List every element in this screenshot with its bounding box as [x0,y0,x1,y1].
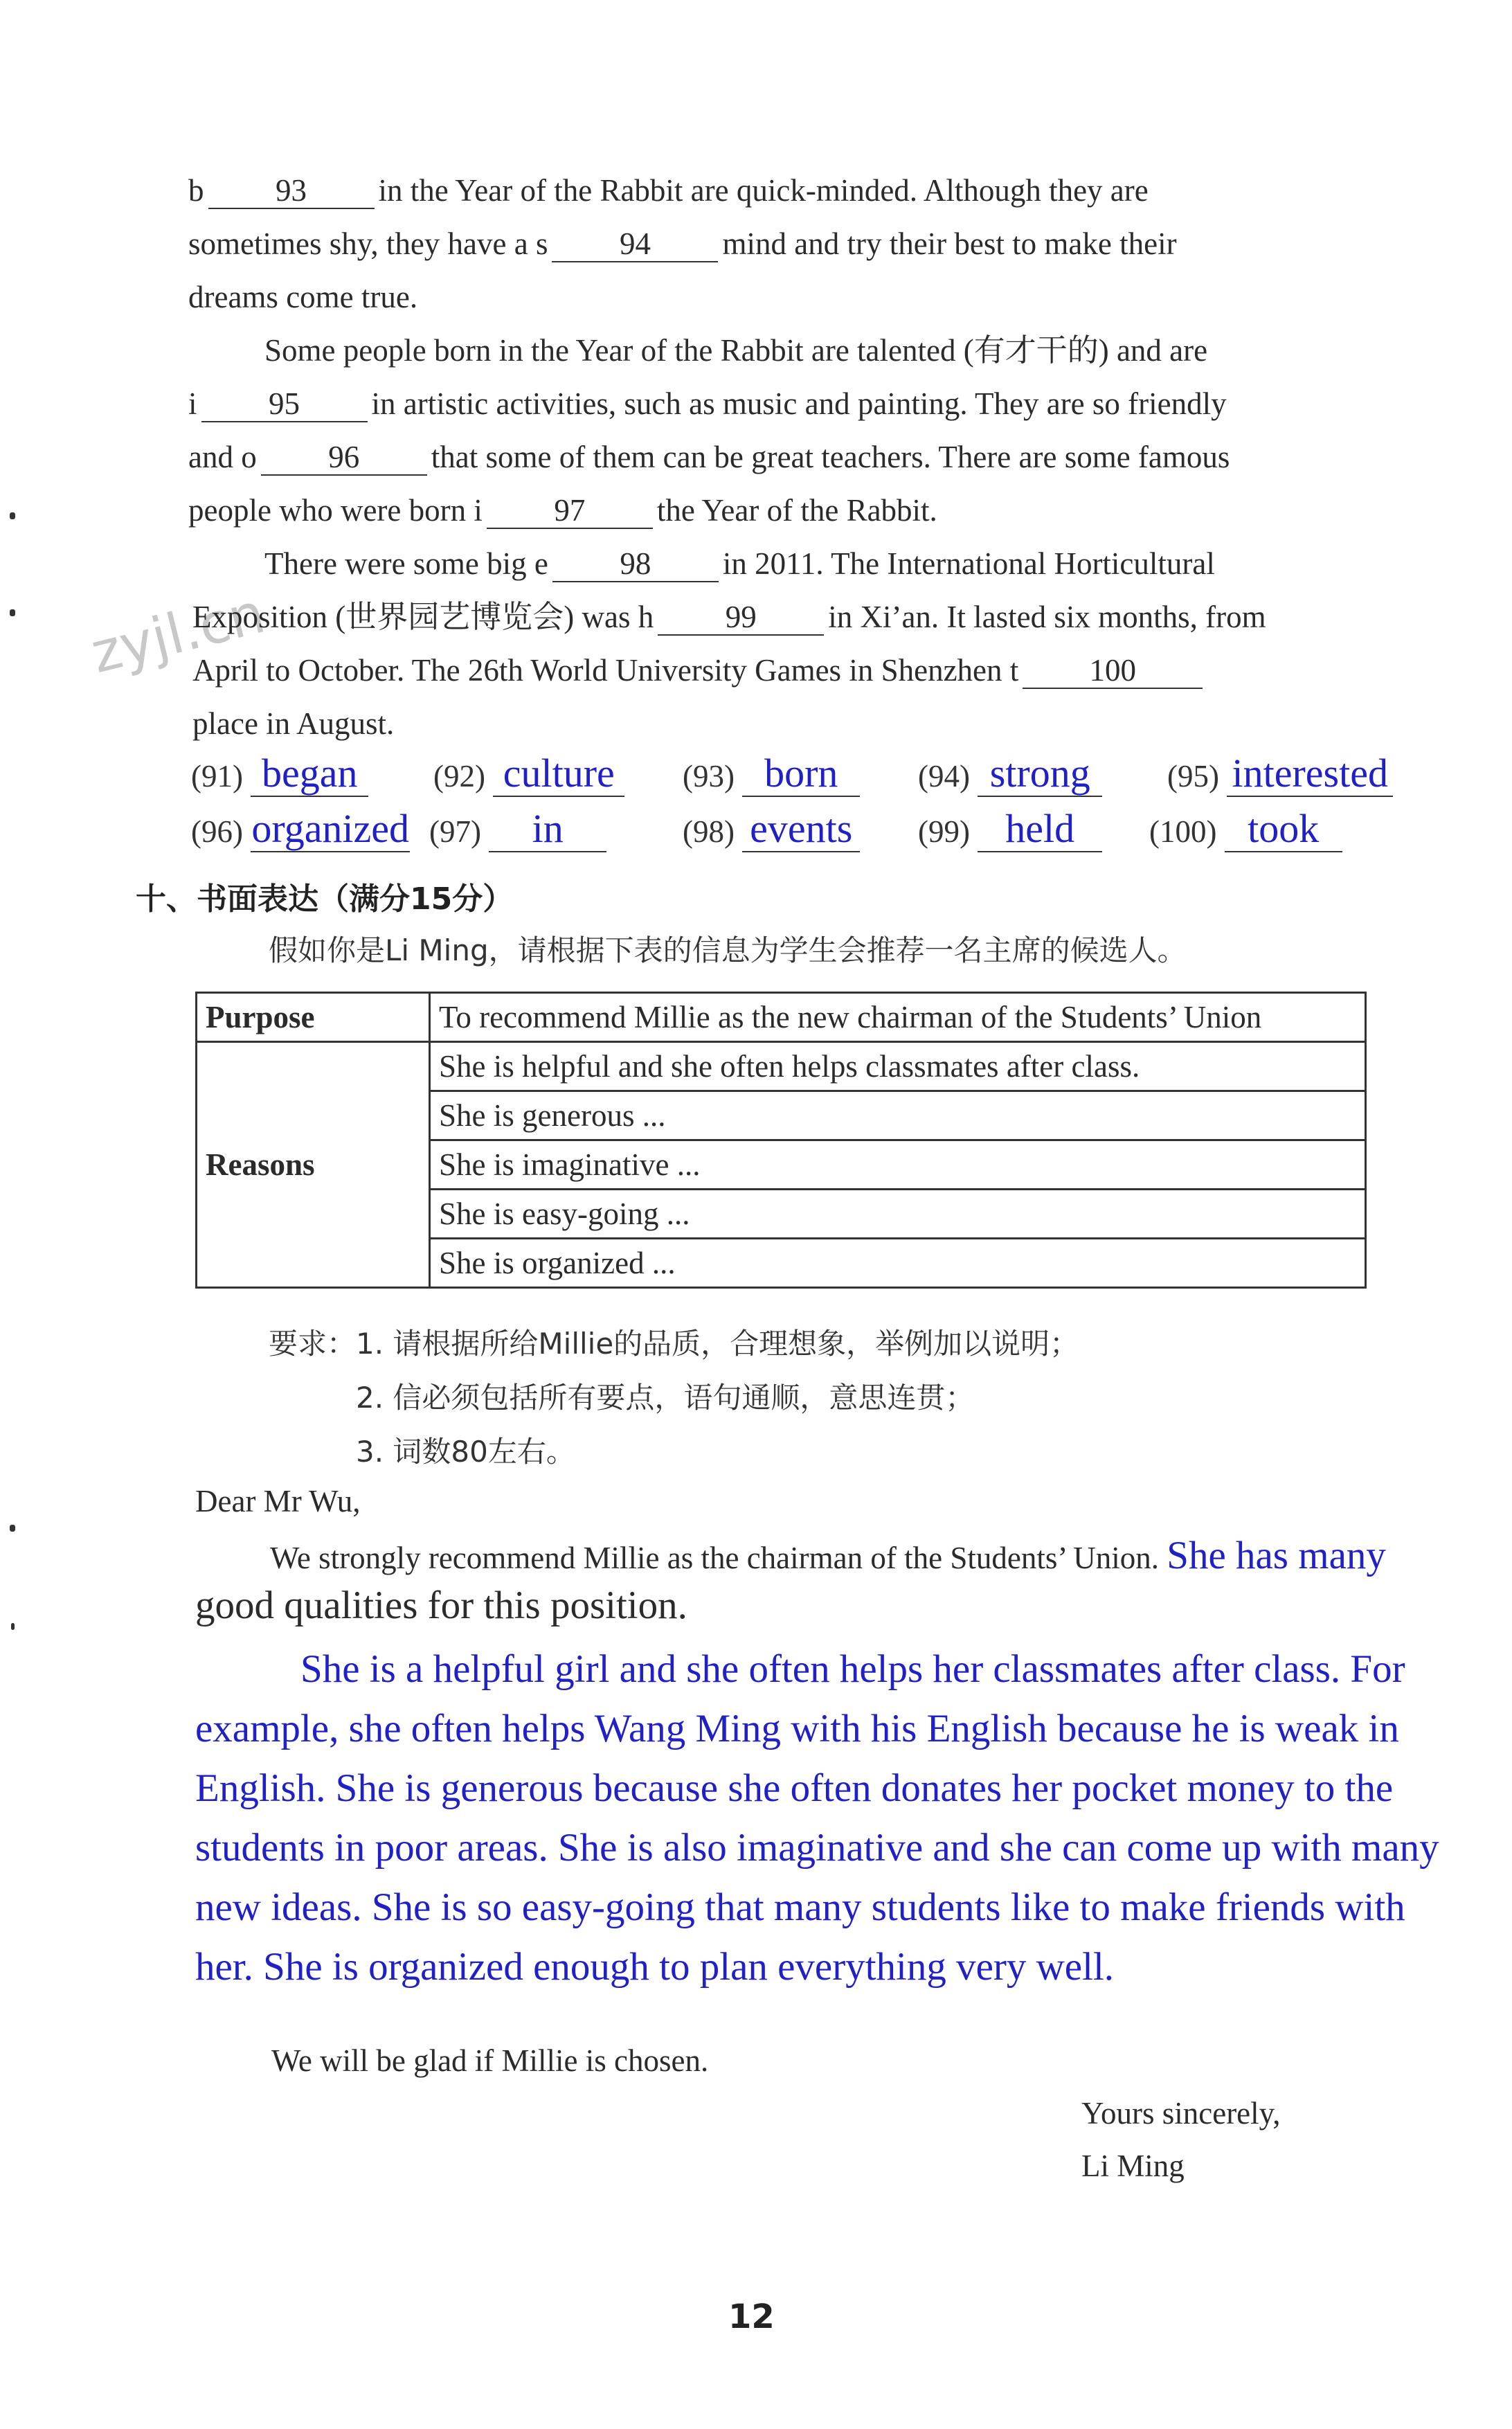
answer-value: born [742,751,860,797]
body-line: She is a helpful girl and she often helps her classmates after class. For [300,1647,1405,1691]
blank-97: 97 [487,493,653,529]
salutation: Dear Mr Wu, [195,1484,361,1518]
purpose-label: Purpose [197,993,430,1042]
requirement-1: 要求：1. 请根据所给Millie的品质，合理想象，举例加以说明； [269,1327,1079,1361]
answer-value: held [978,807,1102,852]
body-line: English. She is generous because she often donates her pocket money to the [195,1766,1394,1810]
blank-96: 96 [261,440,427,476]
answer-value: organized [251,806,410,851]
passage-line: April to October. The 26th World University Games in Shenzhen t 100 [192,649,1207,691]
requirement-2: 2. 信必须包括所有要点，语句通顺，意思连贯； [356,1381,975,1415]
passage-line: Some people born in the Year of the Rabbit are talented (有才干的) and are [264,333,1208,368]
answer-item: (95) interested [1167,751,1393,797]
section-title: 十、书面表达（满分15分） [136,881,514,917]
answer-item: (100) took [1149,807,1342,852]
reason-cell: She is organized ... [430,1239,1366,1288]
body-line: new ideas. She is so easy-going that many students like to make friends with [195,1885,1405,1929]
handwritten-body [195,1640,1511,1997]
opening-line: We strongly recommend Millie as the chairman of the Students’ Union. She has many [270,1534,1386,1577]
body-line: example, she often helps Wang Ming with his English because he is weak in [195,1707,1399,1750]
passage-line: and o 96 that some of them can be great teachers. There are some famous [188,440,1230,474]
blank-93: 93 [208,173,375,209]
answer-row [0,807,1512,862]
passage-line: sometimes shy, they have a s 94 mind and try their best to make their [188,226,1177,261]
passage-line: There were some big e 98 in 2011. The International Horticultural [264,546,1215,581]
passage-line: b 93 in the Year of the Rabbit are quick-minded. Although they are [188,173,1149,208]
answer-item: (91) began [191,751,368,797]
answer-row [0,751,1512,807]
blank-95: 95 [201,386,368,422]
handwritten-text: good qualities for this position. [195,1584,687,1627]
reasons-label: Reasons [197,1042,430,1288]
reason-cell: She is generous ... [430,1091,1366,1140]
answer-item: (98) events [683,807,860,852]
passage-line: dreams come true. [188,280,418,314]
answer-value: strong [978,751,1102,797]
passage-line: place in August. [192,706,395,741]
blank-99: 99 [658,600,824,636]
answer-item: (93) born [683,751,860,797]
answer-value: interested [1227,751,1393,797]
margin-mark [11,1623,15,1630]
purpose-text: To recommend Millie as the new chairman of the Students’ Union [430,993,1366,1042]
passage-line: i 95 in artistic activities, such as music and painting. They are so friendly [188,386,1227,421]
table-row [197,993,1366,1042]
answer-item: (94) strong [918,751,1102,797]
body-line: her. She is organized enough to plan everything very well. [195,1945,1115,1989]
signature: Li Ming [1081,2149,1185,2183]
blank-94: 94 [552,226,718,262]
watermark: zyjl.cn [84,580,271,686]
answer-item: (97) in [429,807,606,852]
handwritten-text: She has many [1167,1534,1386,1577]
reason-cell: She is helpful and she often helps classmates after class. [430,1042,1366,1091]
answer-value: culture [493,751,624,797]
table-row [197,1042,1366,1091]
answer-value: took [1225,807,1342,852]
answer-value: began [251,751,368,797]
section-intro: 假如你是Li Ming，请根据下表的信息为学生会推荐一名主席的候选人。 [269,933,1187,967]
passage-line: people who were born i 97 the Year of the Rabbit. [188,493,937,528]
blank-98: 98 [552,546,719,582]
answer-item: (99) held [918,807,1102,852]
answer-item: (92) culture [433,751,624,797]
body-line: students in poor areas. She is also imaginative and she can come up with many [195,1826,1439,1870]
answer-value: events [742,807,860,852]
answer-value: in [489,807,606,852]
margin-mark [10,1525,15,1532]
reason-cell: She is imaginative ... [430,1140,1366,1190]
reason-cell: She is easy-going ... [430,1190,1366,1239]
closing: We will be glad if Millie is chosen. [271,2043,709,2078]
signoff: Yours sincerely, [1081,2096,1281,2131]
requirement-3: 3. 词数80左右。 [356,1435,575,1469]
page-number: 12 [728,2297,775,2336]
passage-line: Exposition (世界园艺博览会) was h 99 in Xi’an. It lasted six months, from [192,600,1266,634]
margin-mark [10,609,15,616]
answer-item: (96) organized [191,806,410,851]
margin-mark [10,512,15,519]
blank-100: 100 [1023,653,1203,689]
info-table [195,992,1367,1289]
